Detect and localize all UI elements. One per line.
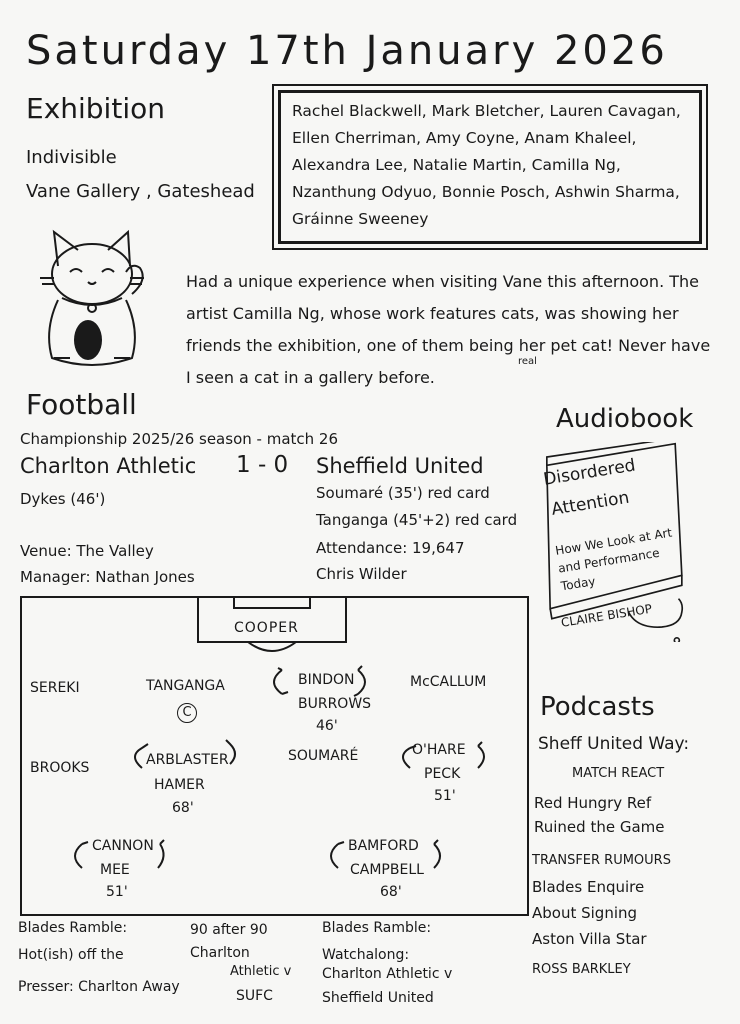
player-sereki: SEREKI [30, 680, 80, 696]
player-mee: MEE [100, 862, 130, 878]
away-manager: Chris Wilder [316, 565, 407, 583]
player-mccallum: McCALLUM [410, 674, 487, 690]
podcast-ep-3c: About Signing [532, 904, 638, 922]
exhibition-venue: Vane Gallery , Gateshead [26, 181, 255, 202]
bottom1-a: Blades Ramble: [18, 920, 128, 936]
page-date: Saturday 17th January 2026 [26, 28, 668, 74]
bottom2-d: SUFC [236, 988, 273, 1004]
podcast-ep-2a: Red Hungry Ref [534, 794, 652, 812]
podcast-ep-3b: Blades Enquire [532, 878, 645, 896]
player-burrows: BURROWS [298, 696, 372, 712]
bottom2-c: Athletic v [230, 964, 292, 979]
home-scorer: Dykes (46') [20, 490, 106, 508]
podcast-ep-3d: Aston Villa Star [532, 930, 647, 948]
home-manager: Manager: Nathan Jones [20, 568, 195, 586]
artists-list: Rachel Blackwell, Mark Bletcher, Lauren Cavagan, Ellen Cherriman, Amy Coyne, Anam Khaleel, Alexandra Lee, Natalie Martin, Camilla Ng, Nzanthung Odyuo, Bonnie Posch, Ashwin Sharma, Gráinne Sweeney [292, 102, 681, 228]
captain-badge: C [177, 703, 197, 723]
bottom3-d: Sheffield United [322, 990, 434, 1006]
away-team: Sheffield United [316, 454, 484, 478]
note-insert: real [518, 356, 537, 367]
bottom3-c: Charlton Athletic v [322, 966, 453, 982]
player-ohare: O'HARE [412, 742, 466, 758]
bottom3-a: Blades Ramble: [322, 920, 432, 936]
podcast-ep-3e: ROSS BARKLEY [532, 962, 631, 977]
home-team: Charlton Athletic [20, 454, 197, 478]
player-campbell: CAMPBELL [350, 862, 424, 878]
exhibition-note: Had a unique experience when visiting Vane this afternoon. The artist Camilla Ng, whose work features cats, was showing her friends the exhibition, one of them being her pet cat! Never have I seen a cat in a gallery before. [186, 272, 711, 387]
away-event-1: Soumaré (35') red card [316, 484, 490, 502]
hamer-minute: 68' [172, 800, 194, 816]
bottom3-b: Watchalong: [322, 947, 410, 963]
player-tanganga: TANGANGA [146, 678, 225, 694]
match-venue: Venue: The Valley [20, 542, 154, 560]
player-brooks: BROOKS [30, 760, 90, 776]
player-cooper: COOPER [234, 620, 299, 636]
podcast-show-1: Sheff United Way: [538, 734, 690, 754]
book-subtitle: How We Look at Art and Performance Today [554, 525, 674, 594]
match-attendance: Attendance: 19,647 [316, 539, 465, 557]
away-event-2: Tanganga (45'+2) red card [316, 511, 518, 529]
podcast-ep-1: MATCH REACT [572, 766, 665, 781]
player-cannon: CANNON [92, 838, 154, 854]
football-heading: Football [26, 388, 137, 421]
book-title-2: Attention [550, 487, 631, 520]
mee-minute: 51' [106, 884, 128, 900]
book-author: CLAIRE BISHOP [560, 601, 653, 630]
podcasts-heading: Podcasts [540, 692, 655, 722]
burrows-minute: 46' [316, 718, 338, 734]
player-bindon: BINDON [298, 672, 355, 688]
player-hamer: HAMER [154, 777, 205, 793]
podcast-ep-2b: Ruined the Game [534, 818, 665, 836]
player-soumare: SOUMARÉ [288, 748, 359, 764]
bottom1-c: Presser: Charlton Away [18, 979, 180, 995]
campbell-minute: 68' [380, 884, 402, 900]
player-bamford: BAMFORD [348, 838, 419, 854]
peck-minute: 51' [434, 788, 456, 804]
player-peck: PECK [424, 766, 461, 782]
book-title-1: Disordered [542, 455, 637, 490]
audiobook-heading: Audiobook [556, 404, 694, 434]
lucky-cat-icon [36, 226, 152, 372]
exhibition-title: Indivisible [26, 147, 117, 168]
match-score: 1 - 0 [236, 452, 289, 478]
bottom2-a: 90 after 90 [190, 922, 268, 938]
bottom1-b: Hot(ish) off the [18, 947, 124, 963]
match-competition: Championship 2025/26 season - match 26 [20, 430, 338, 448]
exhibition-heading: Exhibition [26, 92, 165, 125]
bottom2-b: Charlton [190, 945, 250, 961]
player-arblaster: ARBLASTER [146, 752, 229, 768]
podcast-ep-3a: TRANSFER RUMOURS [532, 853, 671, 868]
